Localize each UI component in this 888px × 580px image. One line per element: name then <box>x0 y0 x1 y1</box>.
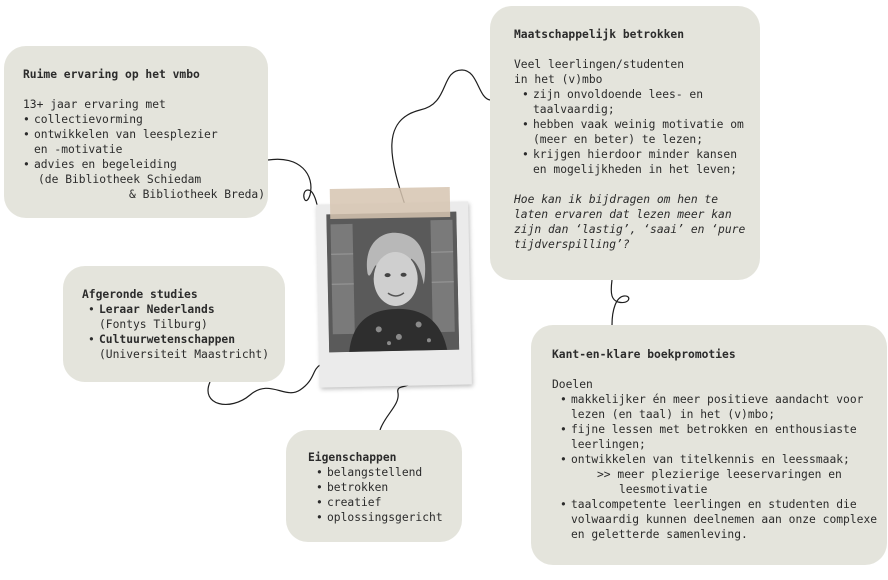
card-ervaring-title: Ruime ervaring op het vmbo <box>23 68 200 81</box>
card-maatschappelijk-list <box>514 87 748 177</box>
connector-maatschappelijk <box>392 70 490 205</box>
list-item: • ontwikkelen van titelkennis en leessmaak; >> meer plezierige leeservaringen en leesmotivatie <box>560 452 879 497</box>
card-maatschappelijk-intro-2: in het (v)mbo <box>514 73 603 86</box>
card-eigenschappen <box>286 430 462 542</box>
list-item: • makkelijker én meer positieve aandacht voor lezen (en taal) in het (v)mbo; <box>560 392 879 422</box>
list-item: • taalcompetente leerlingen en studenten die volwaardig kunnen deelnemen aan onze complexe en geletterde samenleving. <box>560 497 879 542</box>
card-maatschappelijk-title: Maatschappelijk betrokken <box>514 28 685 41</box>
connector-eigenschappen <box>380 384 410 430</box>
list-item: • ontwikkelen van leesplezier en -motivatie <box>23 127 268 157</box>
list-item: • creatief <box>316 495 462 510</box>
card-studies-title: Afgeronde studies <box>82 288 198 301</box>
card-boekpromoties-list <box>552 392 879 542</box>
list-item: • oplossingsgericht <box>316 510 462 525</box>
list-item: • zijn onvoldoende lees- en taalvaardig; <box>522 87 748 117</box>
list-item: • fijne lessen met betrokken en enthousiaste leerlingen; <box>560 422 879 452</box>
card-boekpromoties-subtitle: Doelen <box>552 378 593 391</box>
card-ervaring <box>4 46 268 218</box>
portrait-photo <box>326 212 459 353</box>
list-item: • Leraar Nederlands (Fontys Tilburg) <box>88 302 285 332</box>
card-maatschappelijk-question: Hoe kan ik bijdragen om hen te laten ervaren dat lezen meer kan zijn dan ‘lastig’, ‘saai’ en ‘pure tijdverspilling’? <box>514 193 746 251</box>
card-boekpromoties-title: Kant-en-klare boekpromoties <box>552 348 736 361</box>
sub-item: leesmotivatie <box>619 483 708 496</box>
list-item: • krijgen hierdoor minder kansen en mogelijkheden in het leven; <box>522 147 748 177</box>
list-item: • collectievorming <box>23 112 268 127</box>
portrait-photo-icon <box>326 212 459 353</box>
card-eigenschappen-list <box>308 465 462 525</box>
card-maatschappelijk-intro-1: Veel leerlingen/studenten <box>514 58 685 71</box>
card-ervaring-intro: 13+ jaar ervaring met <box>23 98 166 111</box>
list-item: • Cultuurwetenschappen (Universiteit Maastricht) <box>88 332 285 362</box>
connector-ervaring <box>268 159 322 240</box>
card-eigenschappen-title: Eigenschappen <box>308 451 397 464</box>
list-item: • hebben vaak weinig motivatie om (meer en beter) te lezen; <box>522 117 748 147</box>
connector-boekpromoties <box>611 280 629 325</box>
polaroid-frame <box>316 201 472 387</box>
card-ervaring-list <box>23 112 268 202</box>
list-item: • belangstellend <box>316 465 462 480</box>
tape-strip <box>330 187 451 219</box>
list-item: • advies en begeleiding (de Bibliotheek Schiedam & Bibliotheek Breda) <box>23 157 268 202</box>
card-studies <box>63 266 285 382</box>
list-item: • betrokken <box>316 480 462 495</box>
card-boekpromoties <box>531 325 887 565</box>
sub-item: >> meer plezierige leeservaringen en <box>597 468 842 481</box>
card-maatschappelijk <box>490 6 760 280</box>
card-studies-list <box>82 302 285 362</box>
